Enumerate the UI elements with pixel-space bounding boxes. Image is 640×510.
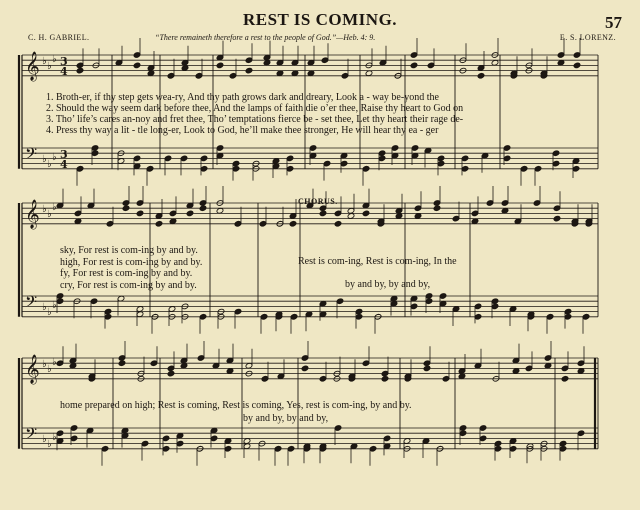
flat-icon: ♭ (47, 61, 52, 72)
time-signature-top: 3 (60, 55, 68, 68)
composer-credit: C. H. GABRIEL. (28, 33, 90, 42)
note-head (334, 221, 342, 228)
note-head (381, 376, 389, 383)
flat-icon: ♭ (42, 302, 47, 313)
note-head (477, 73, 485, 80)
note-head (245, 67, 253, 74)
ending-4: cry, For rest is com-ing by and by. (60, 279, 197, 291)
note-head (289, 221, 297, 228)
flat-icon: ♭ (52, 357, 57, 368)
verse-3: 3. Tho’ life’s cares an-noy and fret thee, Tho’ temptations fierce be - set thee, Let thy heart their rage de- (46, 114, 464, 125)
verse-4: 4. Press thy way a lit - tle long-er, Look to God, he’ll make thee stronger, He will hear thy ea - ger (46, 125, 439, 136)
treble-clef-icon: 𝄞 (25, 354, 40, 383)
chorus-label: CHORUS. (298, 197, 338, 206)
note-head (561, 376, 569, 383)
verses-block (46, 92, 463, 136)
flat-icon: ♭ (52, 202, 57, 213)
note-head (186, 210, 194, 217)
note-head (216, 62, 224, 69)
ending-3: fy, For rest is com-ing by and by. (60, 268, 193, 279)
page-number: 57 (605, 13, 622, 32)
note-head (155, 221, 163, 228)
bass-clef-icon: 𝄢 (25, 293, 38, 315)
note-head (573, 62, 581, 69)
time-signature-bottom: 4 (60, 158, 68, 171)
verse-1: 1. Broth-er, if thy step gets wea-ry, And thy path grows dark and dreary, Look a - way be-yond the (46, 92, 439, 103)
flat-icon: ♭ (42, 359, 47, 370)
note-head (76, 67, 84, 74)
note-head (362, 210, 370, 217)
flat-icon: ♭ (42, 434, 47, 445)
verse-2: 2. Should the way seem dark before thee, And the lamps of faith die o’er thee, Raise thy heart to God on (46, 103, 464, 114)
flat-icon: ♭ (42, 56, 47, 67)
flat-icon: ♭ (42, 154, 47, 165)
time-signature-bottom: 4 (60, 65, 68, 78)
bass-clef-icon: 𝄢 (25, 425, 38, 447)
note-head (167, 370, 175, 377)
time-signature-top: 3 (60, 148, 68, 161)
treble-clef-icon: 𝄞 (25, 51, 40, 80)
flat-icon: ♭ (52, 432, 57, 443)
note-head (319, 210, 327, 217)
flat-icon: ♭ (47, 364, 52, 375)
ending-2: high, For rest is com-ing by and by. (60, 256, 203, 268)
note-head (410, 62, 418, 69)
flat-icon: ♭ (52, 152, 57, 163)
final-bass-line: by and by, by and by, (243, 413, 329, 424)
lyricist-credit: E. S. LORENZ. (559, 33, 616, 42)
verse-endings (60, 245, 202, 291)
flat-icon: ♭ (47, 439, 52, 450)
flat-icon: ♭ (52, 300, 57, 311)
note-head (199, 205, 207, 212)
bass-clef-icon: 𝄢 (25, 145, 38, 167)
hymn-title: REST IS COMING. (242, 10, 398, 29)
note-head (433, 205, 441, 212)
flat-icon: ♭ (42, 204, 47, 215)
note-head (133, 62, 141, 69)
chorus-bass-line: by and by, by and by, (345, 279, 431, 290)
note-head (122, 205, 130, 212)
scripture-epigraph: “There remaineth therefore a rest to the people of God.”—Heb. 4: 9. (155, 33, 376, 42)
flat-icon: ♭ (47, 307, 52, 318)
flat-icon: ♭ (52, 54, 57, 65)
note-head (301, 365, 309, 372)
note-head (553, 215, 561, 222)
treble-clef-icon: 𝄞 (25, 199, 40, 228)
note-head (118, 360, 126, 367)
note-head (136, 210, 144, 217)
note-head (423, 365, 431, 372)
flat-icon: ♭ (47, 159, 52, 170)
chorus-upper-line: Rest is com-ing, Rest is com-ing, In the (298, 256, 457, 267)
final-line: home prepared on high; Rest is coming, Rest is coming, Yes, rest is com-ing, by and by. (60, 400, 412, 411)
ending-1: sky, For rest is com-ing by and by. (60, 245, 198, 256)
flat-icon: ♭ (47, 209, 52, 220)
